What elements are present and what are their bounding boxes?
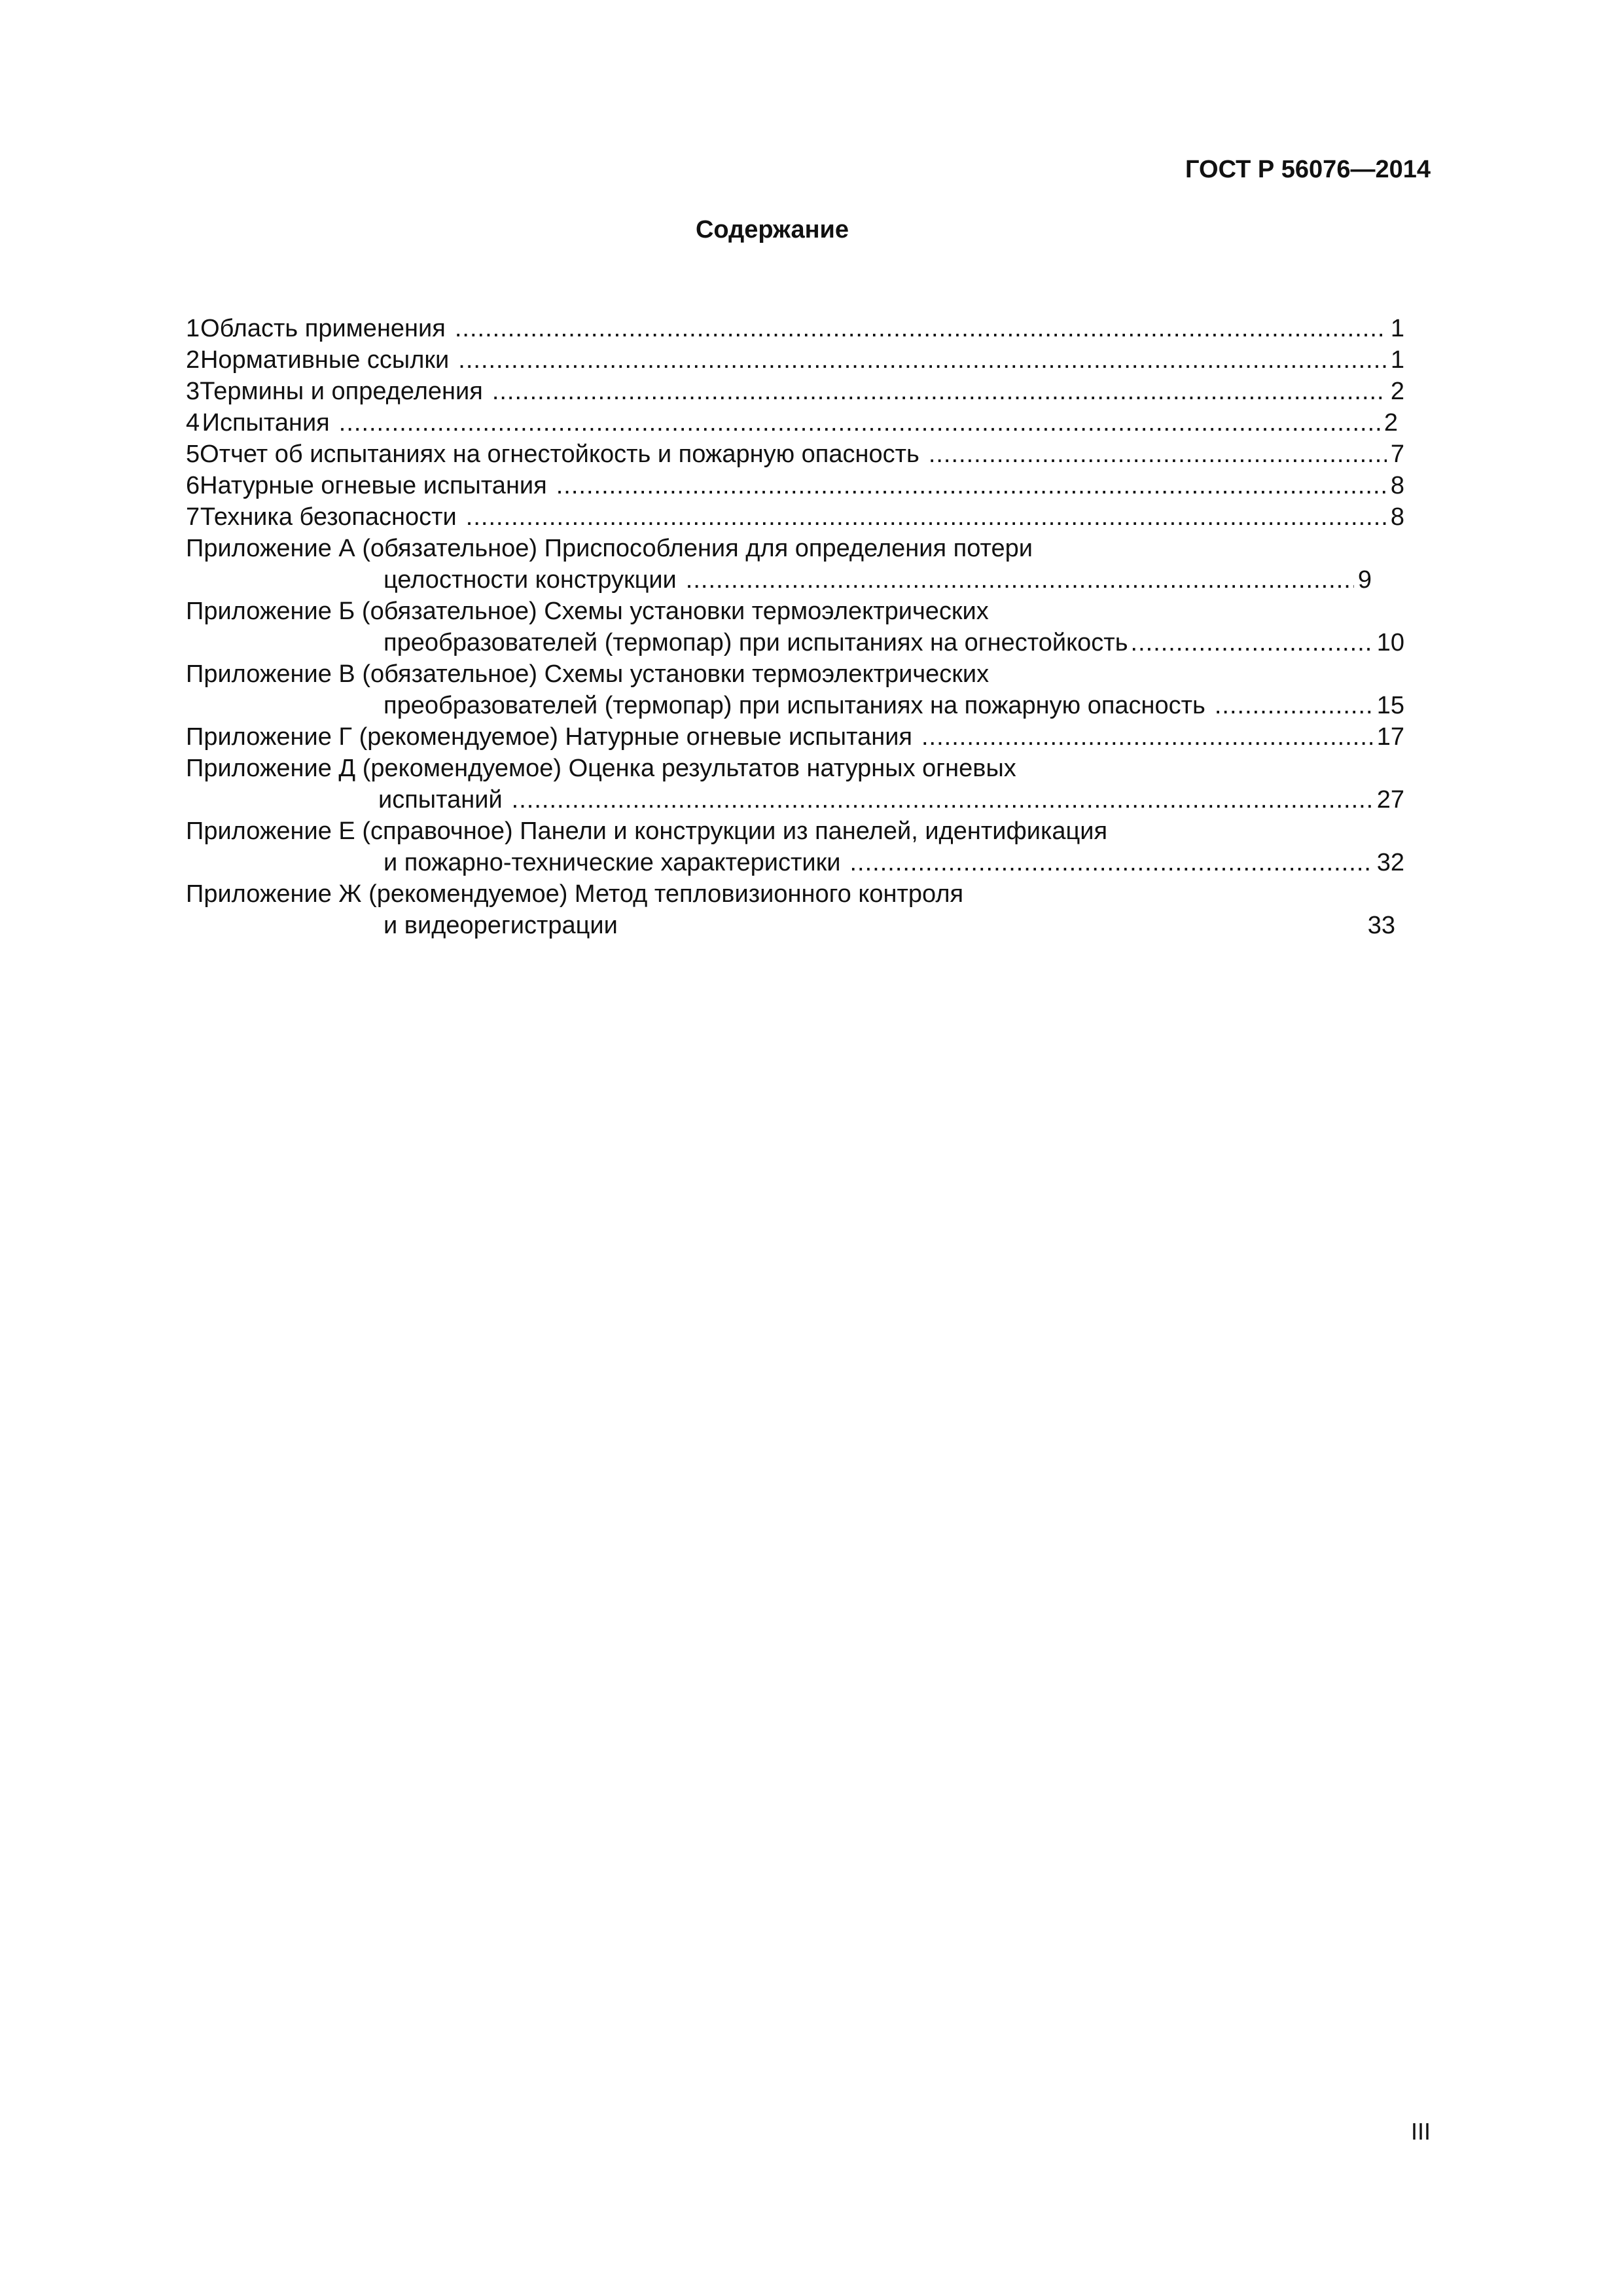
dot-leader <box>1131 627 1373 658</box>
toc-title: Содержание <box>695 216 849 243</box>
toc-entry-appendix-zh-continuation[interactable] <box>186 910 1404 941</box>
toc-entry-appendix-v[interactable] <box>186 658 1404 690</box>
dot-leader <box>512 784 1373 816</box>
toc-entry-title-continuation: и видеорегистрации <box>383 912 618 939</box>
toc-entry-title: Приложение Е (справочное) Панели и конструкции из панелей, идентификация <box>186 817 1108 845</box>
toc-entry-number: 2 <box>186 346 200 374</box>
toc-entry-page: 7 <box>1390 440 1404 468</box>
toc-entry-appendix-a[interactable] <box>186 533 1404 564</box>
toc-entry-title-continuation: целостности конструкции <box>383 566 677 594</box>
page-folio: III <box>1410 2118 1431 2145</box>
toc-entry-title-continuation: и пожарно-технические характеристики <box>383 849 841 876</box>
toc-entry-number: 6 <box>186 472 200 499</box>
toc-entry-page: 8 <box>1390 472 1404 499</box>
dot-leader <box>929 439 1387 470</box>
toc-entry-appendix-v-continuation[interactable] <box>186 690 1404 721</box>
toc-entry-number: 3 <box>186 378 200 405</box>
toc-entry-appendix-b-continuation[interactable] <box>186 627 1404 658</box>
dot-leader <box>921 721 1373 753</box>
toc-entry-page: 10 <box>1376 629 1404 656</box>
dot-leader <box>466 501 1387 533</box>
toc-entry-section-5[interactable] <box>186 439 1404 470</box>
toc-entry-title: Приложение А (обязательное) Приспособления для определения потери <box>186 535 1033 562</box>
toc-entry-title: Приложение В (обязательное) Схемы установки термоэлектрических <box>186 660 990 688</box>
table-of-contents <box>186 313 1404 941</box>
toc-entry-section-1[interactable] <box>186 313 1404 344</box>
dot-leader <box>492 376 1387 407</box>
toc-entry-number: 5 <box>186 440 200 468</box>
toc-entry-page: 27 <box>1376 786 1404 814</box>
dot-leader <box>455 313 1387 344</box>
dot-leader <box>458 344 1387 376</box>
toc-entry-appendix-g[interactable] <box>186 721 1404 753</box>
toc-entry-page: 9 <box>1357 566 1372 594</box>
toc-entry-title: Нормативные ссылки <box>200 346 450 374</box>
toc-entry-page: 32 <box>1376 849 1404 876</box>
toc-entry-page: 1 <box>1390 315 1404 342</box>
toc-entry-section-4[interactable] <box>186 407 1404 439</box>
toc-entry-title: Натурные огневые испытания <box>200 472 547 499</box>
toc-entry-title: Область применения <box>200 315 446 342</box>
dot-leader <box>339 407 1380 439</box>
toc-entry-page: 8 <box>1390 503 1404 531</box>
toc-entry-title-continuation: преобразователей (термопар) при испытаниях на пожарную опасность <box>383 692 1205 719</box>
toc-entry-number: 7 <box>186 503 200 531</box>
toc-entry-page: 2 <box>1383 409 1398 437</box>
toc-entry-title-continuation: преобразователей (термопар) при испытаниях на огнестойкость <box>383 629 1128 656</box>
toc-entry-appendix-e[interactable] <box>186 816 1404 847</box>
toc-entry-number: 4 <box>186 409 200 437</box>
toc-entry-title: Приложение Г (рекомендуемое) Натурные огневые испытания <box>186 723 912 751</box>
toc-entry-page: 15 <box>1376 692 1404 719</box>
toc-entry-number: 1 <box>186 315 200 342</box>
toc-entry-title: Приложение Б (обязательное) Схемы установки термоэлектрических <box>186 598 989 625</box>
toc-entry-title-continuation: испытаний <box>378 786 503 814</box>
toc-entry-title: Испытания <box>202 409 330 437</box>
toc-entry-appendix-b[interactable] <box>186 596 1404 627</box>
toc-entry-section-6[interactable] <box>186 470 1404 501</box>
toc-entry-appendix-d[interactable] <box>186 753 1404 784</box>
toc-entry-appendix-a-continuation[interactable] <box>186 564 1404 596</box>
toc-entry-title: Техника безопасности <box>200 503 457 531</box>
toc-entry-page: 1 <box>1390 346 1404 374</box>
toc-entry-section-3[interactable] <box>186 376 1404 407</box>
toc-entry-appendix-zh[interactable] <box>186 878 1404 910</box>
document-number: ГОСТ Р 56076—2014 <box>1185 156 1431 183</box>
toc-entry-title: Отчет об испытаниях на огнестойкость и пожарную опасность <box>200 440 919 468</box>
dot-leader <box>849 847 1372 878</box>
toc-entry-page: 17 <box>1376 723 1404 751</box>
dot-leader <box>686 564 1354 596</box>
toc-entry-title: Термины и определения <box>200 378 483 405</box>
toc-entry-section-7[interactable] <box>186 501 1404 533</box>
toc-entry-title: Приложение Д (рекомендуемое) Оценка результатов натурных огневых <box>186 755 1016 782</box>
dot-leader <box>1215 690 1373 721</box>
toc-entry-appendix-d-continuation[interactable] <box>186 784 1404 816</box>
toc-entry-appendix-e-continuation[interactable] <box>186 847 1404 878</box>
toc-entry-page: 2 <box>1390 378 1404 405</box>
toc-entry-title: Приложение Ж (рекомендуемое) Метод тепловизионного контроля <box>186 880 964 908</box>
toc-entry-page: 33 <box>1367 912 1395 939</box>
toc-entry-section-2[interactable] <box>186 344 1404 376</box>
dot-leader <box>556 470 1387 501</box>
